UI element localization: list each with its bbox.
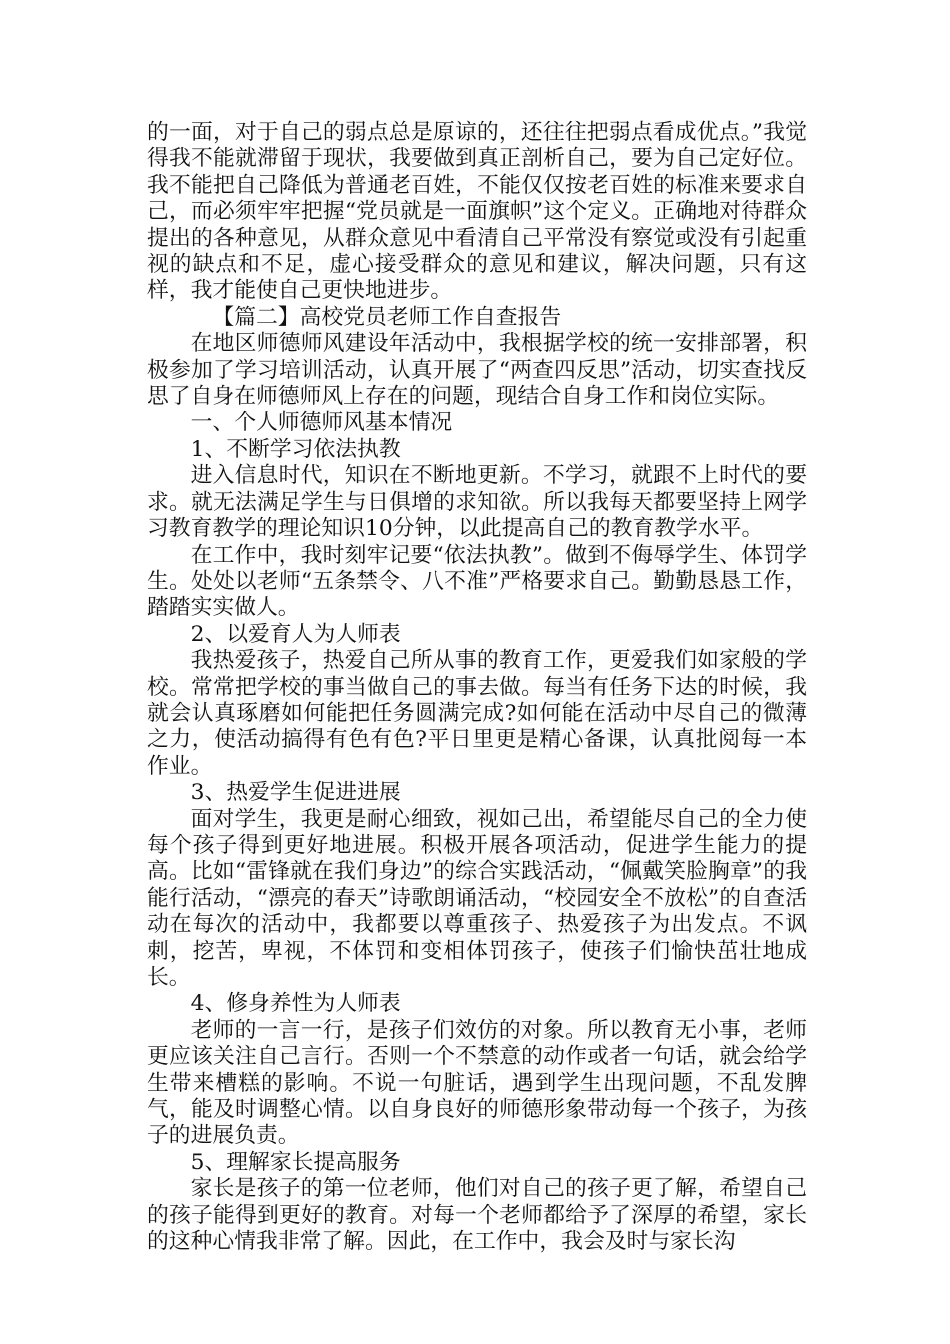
paragraph-3: 面对学生，我更是耐心细致，视如己出，希望能尽自己的全力使每个孩子得到更好地进展。积极开展各项活动，促进学生能力的提高。比如“雷锋就在我们身边”的综合实践活动，“佩戴笑脸胸章”的我能行活动，“漂亮的春天”诗歌朗诵活动，“校园安全不放松”的自查活动在每次的活动中，我都要以尊重孩子、热爱孩子为出发点。不讽刺，挖苦，卑视，不体罚和变相体罚孩子，使孩子们愉快茁壮地成长。 <box>147 806 807 990</box>
paragraph-1a: 进入信息时代，知识在不断地更新。不学习，就跟不上时代的要求。就无法满足学生与日俱增的求知欲。所以我每天都要坚持上网学习教育教学的理论知识10分钟，以此提高自己的教育教学水平。 <box>147 463 807 542</box>
heading-3: 3、热爱学生促进进展 <box>190 780 401 806</box>
section-title: 【篇二】高校党员老师工作自查报告 <box>212 304 562 330</box>
paragraph-1b: 在工作中，我时刻牢记要“依法执教”。做到不侮辱学生、体罚学生。处处以老师“五条禁令、八不准”严格要求自己。勤勤恳恳工作，踏踏实实做人。 <box>147 542 807 621</box>
document-page <box>147 120 807 1255</box>
paragraph-4: 老师的一言一行，是孩子们效仿的对象。所以教育无小事，老师更应该关注自己言行。否则一个不禁意的动作或者一句话，就会给学生带来槽糕的影响。不说一句脏话，遇到学生出现问题，不乱发脾气，能及时调整心情。以自身良好的师德形象带动每一个孩子，为孩子的进展负责。 <box>147 1017 807 1149</box>
heading-5: 5、理解家长提高服务 <box>190 1149 401 1175</box>
heading-overview: 一、个人师德师风基本情况 <box>190 410 453 436</box>
paragraph-2: 我热爱孩子，热爱自己所从事的教育工作，更爱我们如家般的学校。常常把学校的事当做自己的事去做。每当有任务下达的时候，我就会认真琢磨如何能把任务圆满完成?如何能在活动中尽自己的微薄之力，使活动搞得有色有色?平日里更是精心备课，认真批阅每一本作业。 <box>147 648 807 779</box>
heading-4: 4、修身养性为人师表 <box>190 991 401 1017</box>
heading-1: 1、不断学习依法执教 <box>190 436 401 462</box>
heading-2: 2、以爱育人为人师表 <box>190 621 401 647</box>
paragraph-5: 家长是孩子的第一位老师，他们对自己的孩子更了解，希望自己的孩子能得到更好的教育。对每一个老师都给予了深厚的希望，家长的这种心情我非常了解。因此，在工作中，我会及时与家长沟 <box>147 1176 807 1255</box>
paragraph-continued: 的一面，对于自己的弱点总是原谅的，还往往把弱点看成优点。”我觉得我不能就滞留于现状，我要做到真正剖析自己，要为自己定好位。我不能把自己降低为普通老百姓，不能仅仅按老百姓的标准来要求自己，而必须牢牢把握“党员就是一面旗帜”这个定义。正确地对待群众提出的各种意见，从群众意见中看清自己平常没有察觉或没有引起重视的缺点和不足，虚心接受群众的意见和建议，解决问题，只有这样，我才能使自己更快地进步。 <box>147 120 807 304</box>
paragraph-intro: 在地区师德师风建设年活动中，我根据学校的统一安排部署，积极参加了学习培训活动，认真开展了“两查四反思”活动，切实查找反思了自身在师德师风上存在的问题，现结合自身工作和岗位实际。 <box>147 331 807 410</box>
